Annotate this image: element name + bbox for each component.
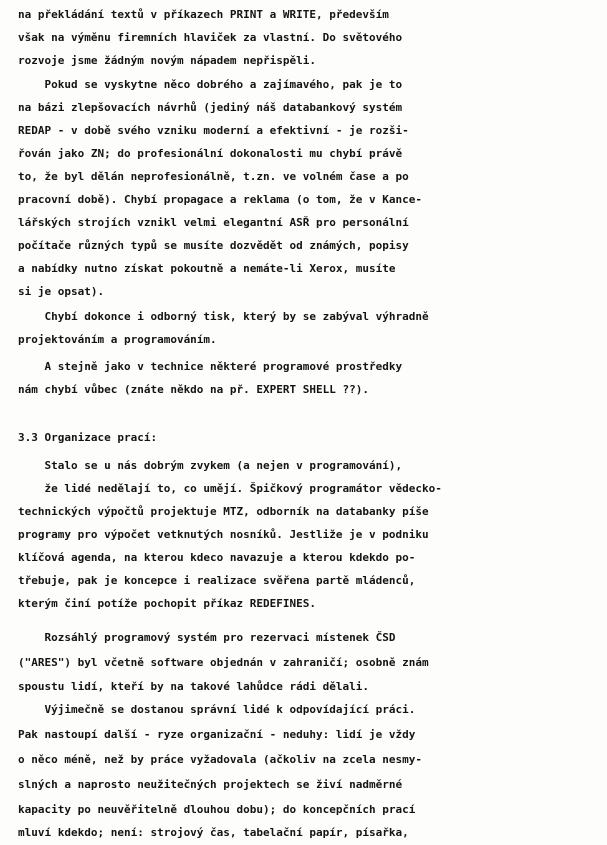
text-line: třebuje, pak je koncepce i realizace svěřena partě mládenců, [18,574,416,587]
text-line: si je opsat). [18,285,105,298]
text-line: A stejně jako v technice některé programové prostředky [18,360,403,373]
text-line: Chybí dokonce i odborný tisk, který by se zabýval výhradně [18,310,429,323]
text-line: však na výměnu firemních hlaviček za vlastní. Do světového [18,31,403,44]
text-line: pracovní době). Chybí propagace a reklama (o tom, že v Kance- [18,193,422,206]
text-line: klíčová agenda, na kterou kdeco navazuje a kterou kdekdo po- [18,551,416,564]
text-line: Rozsáhlý programový systém pro rezervaci místenek ČSD [18,631,396,644]
text-line: Pak nastoupí další - ryze organizační - neduhy: lidí je vždy [18,728,416,741]
text-line: a nabídky nutno získat pokoutně a nemáte-li Xerox, musíte [18,262,396,275]
text-line: že lidé nedělají to, co umějí. Špičkový programátor vědecko- [18,482,442,495]
text-line: programy pro výpočet vetknutých nosníků. Jestliže je v podniku [18,528,429,541]
text-line: to, že byl dělán neprofesionálně, t.zn. ve volném čase a po [18,170,409,183]
text-line: na překládání textů v příkazech PRINT a WRITE, především [18,8,389,21]
text-line: o něco méně, než by práce vyžadovala (ačkoliv na zcela nesmy- [18,753,422,766]
text-line: na bázi zlepšovacích návrhů (jediný náš databankový systém [18,101,403,114]
text-line: REDAP - v době svého vzniku moderní a efektivní - je rozši- [18,124,409,137]
text-line: nám chybí vůbec (znáte někdo na př. EXPERT SHELL ??). [18,383,369,396]
text-line: spoustu lidí, kteří by na takové lahůdce rádi dělali. [18,680,369,693]
text-line: kterým činí potíže pochopit příkaz REDEFINES. [18,597,317,610]
text-line: kapacity po neuvěřitelně dlouhou dobu); do koncepčních prací [18,803,416,816]
text-line: Pokud se vyskytne něco dobrého a zajímavého, pak je to [18,78,403,91]
text-line: mluví kdekdo; není: strojový čas, tabelační papír, písařka, [18,826,409,839]
text-line: Stalo se u nás dobrým zvykem (a nejen v programování), [18,459,403,472]
text-line: Výjimečně se dostanou správní lidé k odpovídající práci. [18,703,416,716]
section-heading: 3.3 Organizace prací: [18,431,158,444]
text-line: slných a naprosto neužitečných projektech se živí nadměrné [18,778,403,791]
text-line: řován jako ZN; do profesionální dokonalosti mu chybí právě [18,147,403,160]
text-line: rozvoje jsme žádným novým nápadem nepřispěli. [18,54,317,67]
text-line: lářských strojích vznikl velmi elegantní ASŘ pro personální [18,216,409,229]
text-line: projektováním a programováním. [18,333,217,346]
text-line: ("ARES") byl včetně software objednán v zahraničí; osobně znám [18,656,429,669]
text-line: počítače různých typů se musíte dozvědět od známých, popisy [18,239,409,252]
text-line: technických výpočtů projektuje MTZ, odborník na databanky píše [18,505,429,518]
